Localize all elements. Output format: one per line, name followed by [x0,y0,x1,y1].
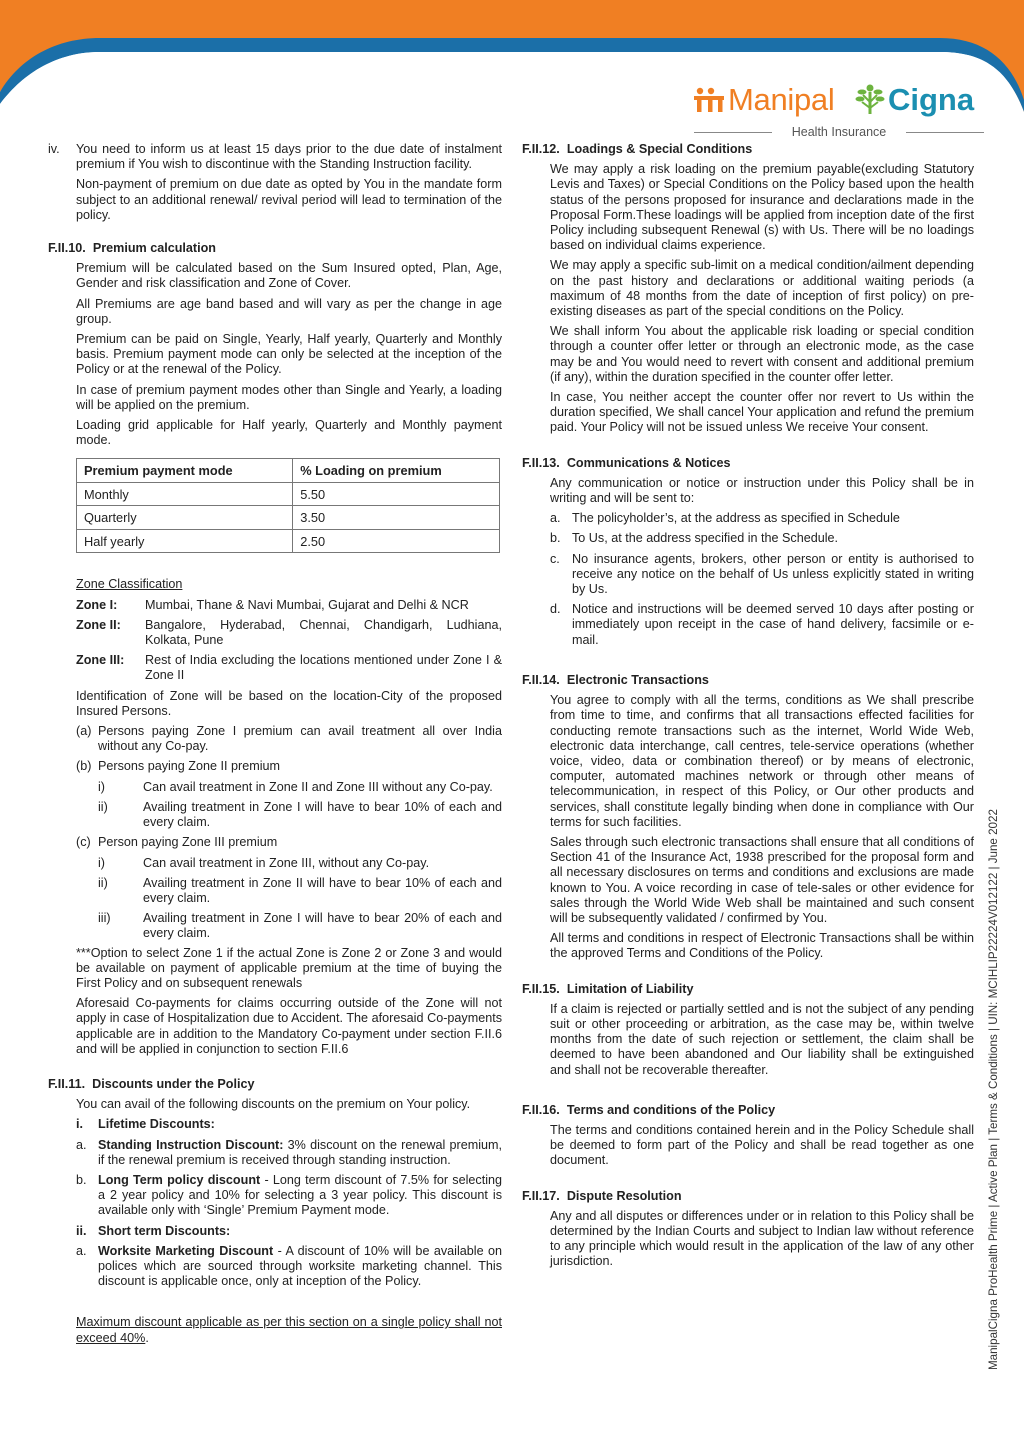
list-text: Can avail treatment in Zone II and Zone III without any Co-pay. [143,779,493,794]
list-marker: b. [76,1172,87,1187]
list-text: Notice and instructions will be deemed served 10 days after posting or immediately upon receipt in the case of hand delivery, facsimile or e-mail. [572,602,974,647]
paragraph: The terms and conditions contained herein and in the Policy Schedule shall be deemed to form part of the Policy and shall be read together as one document. [550,1122,974,1168]
paragraph: We shall inform You about the applicable risk loading or special condition through a counter offer letter or through an electronic mode, as the case may be and You would need to revert with consent and additional premium (if any), within the duration specified in the counter offer letter. [550,324,974,384]
list-text: To Us, at the address specified in the Schedule. [572,531,839,546]
section-title: Dispute Resolution [566,1188,682,1203]
discount-name: Standing Instruction Discount: [98,1137,284,1152]
notice-item [550,511,974,526]
paragraph: We may apply a risk loading on the premium payable(excluding Statutory Levis and Taxes) or Special Conditions on the Policy based upon the health status of the persons proposed for insurance and declarations made in the Proposal Form.These loadings will be applied from inception date of the first Policy including subsequent Renewal (s) with Us. There will be no loadings based on individual claims experience. [550,162,974,253]
list-marker: (b) [76,759,92,774]
list-marker: iii) [98,911,111,926]
notice-item [550,552,974,598]
list-item-b-ii [76,800,502,830]
list-text: Persons paying Zone II premium [98,759,280,774]
list-item-c [76,835,502,850]
section-title: Premium calculation [92,241,216,256]
section-number: F.II.12. [522,142,560,156]
right-column [522,142,974,1270]
zone-row [76,618,502,648]
table-cell: 3.50 [293,506,500,530]
list-marker: ii) [98,875,108,890]
list-marker: ii) [98,799,108,814]
list-item-iv [48,142,502,223]
list-marker: c. [550,551,560,566]
max-discount-text: Maximum discount applicable as per this section on a single policy shall not exceed 40% [76,1315,502,1345]
list-text: The policyholder’s, at the address as specified in Schedule [572,511,900,526]
list-text: Person paying Zone III premium [98,835,278,850]
discount-text [98,1173,502,1219]
section-heading-f2-12 [522,142,974,157]
section-number: F.II.10. [48,241,86,256]
table-row [77,529,500,553]
cigna-tree-icon [854,82,886,116]
table-header: % Loading on premium [293,459,500,483]
sub-list-item [98,780,502,795]
sub-list-item [98,911,502,941]
list-marker: i) [98,779,105,794]
discount-name: Worksite Marketing Discount [98,1243,274,1258]
list-marker: (c) [76,835,91,850]
zone-label: Zone I: [76,597,118,612]
subheading-short-term [76,1224,502,1239]
table-header-row [77,459,500,483]
sub-list-item [98,856,502,871]
paragraph: You can avail of the following discounts on the premium on Your policy. [76,1097,471,1112]
section-title: Discounts under the Policy [92,1076,255,1091]
section-heading-f2-11 [48,1077,502,1092]
list-text: Persons paying Zone I premium can avail treatment all over India without any Co-pay. [98,724,502,754]
section-title: Terms and conditions of the Policy [566,1102,776,1117]
list-item-a [76,724,502,754]
discount-name: Long Term policy discount [98,1172,261,1187]
list-text: Can avail treatment in Zone III, without any Co-pay. [143,855,430,870]
list-marker: ii. [76,1223,87,1238]
section-number: F.II.13. [522,455,560,470]
section-number: F.II.16. [522,1102,560,1117]
loading-table [76,458,500,553]
paragraph: Sales through such electronic transactions shall ensure that all conditions of Section 41 of the Insurance Act, 1938 prescribed for the proposal form and all necessary disclosures on terms and conditions and exclusions are made known to You. A voice recording in case of tele-sales or other evidence for sales through the World Wide Web shall be maintained and such consent will be subsequently validated / confirmed by You. [550,834,974,925]
subheading-text: Short term Discounts: [98,1223,231,1238]
discount-text [98,1244,502,1290]
table-cell: Quarterly [77,506,293,530]
zone-label: Zone II: [76,617,121,632]
list-item-c-iii [76,911,502,941]
paragraph: In case, You neither accept the counter offer nor revert to Us within the duration specified, We shall cancel Your application and refund the premium paid. Your Policy will not be issued unless We receive Your consent. [550,390,974,435]
zone-text: Bangalore, Hyderabad, Chennai, Chandigarh, Ludhiana, Kolkata, Pune [145,617,502,648]
section-heading-f2-10 [48,241,502,256]
list-text: Availing treatment in Zone I will have to bear 20% of each and every claim. [143,911,502,941]
table-cell: 5.50 [293,482,500,506]
list-marker: a. [76,1137,87,1152]
section-heading-f2-14 [522,673,974,688]
list-text: No insurance agents, brokers, other person or entity is authorised to receive any notice on the behalf of Us unless explicitly stated in writing by Us. [572,551,974,597]
paragraph: ***Option to select Zone 1 if the actual Zone is Zone 2 or Zone 3 and would be available on payment of applicable premium at the time of buying the First Policy and on subsequent renewals [76,945,502,990]
section-number: F.II.11. [48,1076,86,1091]
table-cell: Half yearly [77,529,293,553]
list-marker: iv. [48,142,60,156]
brand-name-cigna: Cigna [888,82,975,117]
max-discount-note [76,1315,502,1345]
zone-row [76,653,502,683]
section-body-f2-12 [550,162,974,435]
discount-desc: 3% discount on the renewal premium, if the renewal premium is received through standing instruction. [98,1137,502,1167]
left-column [48,142,502,1346]
paragraph: Non-payment of premium on due date as opted by You in the mandate form subject to an additional renewal/ revival period will lead to termination of the policy. [76,177,502,222]
manipal-people-icon [694,86,726,114]
sub-list-item [98,800,502,830]
list-item-b [76,759,502,774]
list-marker: i. [76,1117,83,1132]
list-text: Availing treatment in Zone II will have to bear 10% of each and every claim. [143,875,502,905]
paragraph: We may apply a specific sub-limit on a medical condition/ailment depending on the past history and declarations or additional waiting periods (a maximum of 48 months from the date of inception of first policy) on pre-existing diseases as part of the special conditions on the Policy. [550,258,974,319]
list-item-b-i [76,780,502,795]
list-text: Availing treatment in Zone I will have to bear 10% of each and every claim. [143,799,502,830]
paragraph: Loading grid applicable for Half yearly, Quarterly and Monthly payment mode. [76,418,502,448]
brand-name-manipal: Manipal [728,82,835,117]
section-body-f2-10 [76,261,502,448]
paragraph: Any communication or notice or instruction under this Policy shall be in writing and will be sent to: [550,475,974,506]
list-marker: (a) [76,724,92,739]
notice-item [550,602,974,648]
notice-item [550,531,974,546]
discount-item [76,1173,502,1219]
table-row [77,506,500,530]
zone-label: Zone III: [76,653,125,668]
discount-item [76,1138,502,1168]
table-cell: 2.50 [293,529,500,553]
list-marker: a. [550,511,561,526]
paragraph: You agree to comply with all the terms, conditions as We shall prescribe from time to time, and confirms that all transactions effected facilities for conducting remote transactions such as the internet, World Wide Web, electronic data interchange, call centres, tele-service operations (whether voice, video, data or combination thereof) or by means of electronic, computer, automated machines network or through other means of telecommunication, in respect of this Policy, or Our other products and services, shall constitute legally binding when done in compliance with Our terms for such facilities. [550,693,974,829]
sub-list-item [98,876,502,906]
section-title: Communications & Notices [566,455,731,470]
paragraph: Premium can be paid on Single, Yearly, Half yearly, Quarterly and Monthly basis. Premium payment mode can only be selected at the inception of the Policy or at the renewal of the Policy. [76,332,502,377]
zone-heading: Zone Classification [76,577,183,592]
paragraph: Premium will be calculated based on the Sum Insured opted, Plan, Age, Gender and risk classification and Zone of Cover. [76,261,502,291]
section-title: Limitation of Liability [566,981,694,996]
paragraph: Aforesaid Co-payments for claims occurring outside of the Zone will not apply in case of Hospitalization due to Accident. The aforesaid Co-payments applicable are in addition to the Mandatory Co-payment under section F.II.6 and will be applied in conjunction to section F.II.6 [76,996,502,1056]
section-heading-f2-16 [522,1103,974,1118]
section-title: Loadings & Special Conditions [566,142,753,156]
discount-text [98,1138,502,1168]
subheading-text: Lifetime Discounts: [98,1117,215,1132]
table-row [77,482,500,506]
section-number: F.II.17. [522,1188,560,1203]
section-number: F.II.15. [522,981,560,996]
paragraph: All Premiums are age band based and will vary as per the change in age group. [76,296,502,326]
manipal-cigna-logo [694,80,994,140]
discount-desc: - A discount of 10% will be available on polices which are sourced through worksite marketing channel. This discount is applicable once, only at inception of the Policy. [98,1243,503,1289]
section-body-f2-14 [550,693,974,961]
paragraph: Any and all disputes or differences under or in relation to this Policy shall be determined by the Indian Courts and subject to Indian law without reference to any principle which would result in the application of the law of any other jurisdiction. [550,1208,974,1269]
paragraph: You need to inform us at least 15 days prior to the due date of instalment premium if You wish to discontinue with the Standing Instruction facility. [76,142,502,172]
discount-desc: - Long term discount of 7.5% for selecting a 2 year policy and 10% for selecting a 3 year policy. This discount is available only with ‘Single’ Premium Payment mode. [98,1172,502,1218]
max-discount-period: . [145,1330,149,1345]
list-marker: d. [550,602,561,617]
section-number: F.II.14. [522,672,560,687]
section-heading-f2-15 [522,982,974,997]
list-item-c-i [76,856,502,871]
paragraph: Identification of Zone will be based on the location-City of the proposed Insured Persons. [76,688,502,718]
section-heading-f2-13 [522,456,974,471]
section-title: Electronic Transactions [566,672,709,687]
table-header: Premium payment mode [77,459,293,483]
list-item-c-ii [76,876,502,906]
brand-tagline: Health Insurance [694,125,984,139]
list-marker: a. [76,1243,87,1258]
paragraph: If a claim is rejected or partially settled and is not the subject of any pending suit or other proceeding or arbitration, as the case may be, within twelve months from the date of such rejection or settlement, the claim shall be deemed to have been abandoned and Our liability shall be extinguished and shall not be recoverable thereafter. [550,1001,974,1077]
zone-text: Mumbai, Thane & Navi Mumbai, Gujarat and Delhi & NCR [145,597,469,612]
list-marker: b. [550,531,561,546]
subheading-lifetime [76,1117,502,1132]
zone-row [76,598,502,613]
section-heading-f2-17 [522,1189,974,1204]
discount-item [76,1244,502,1290]
side-document-reference: ManipalCigna ProHealth Prime | Active Plan | Terms & Conditions | UIN: MCIHLIP22224V012122 | June 2022 [987,809,1000,1370]
paragraph: All terms and conditions in respect of Electronic Transactions shall be within the approved Terms and Conditions of the Policy. [550,931,974,961]
list-marker: i) [98,855,105,870]
paragraph: In case of premium payment modes other than Single and Yearly, a loading will be applied on the premium. [76,382,502,412]
zone-text: Rest of India excluding the locations mentioned under Zone I & Zone II [145,653,502,683]
table-cell: Monthly [77,482,293,506]
